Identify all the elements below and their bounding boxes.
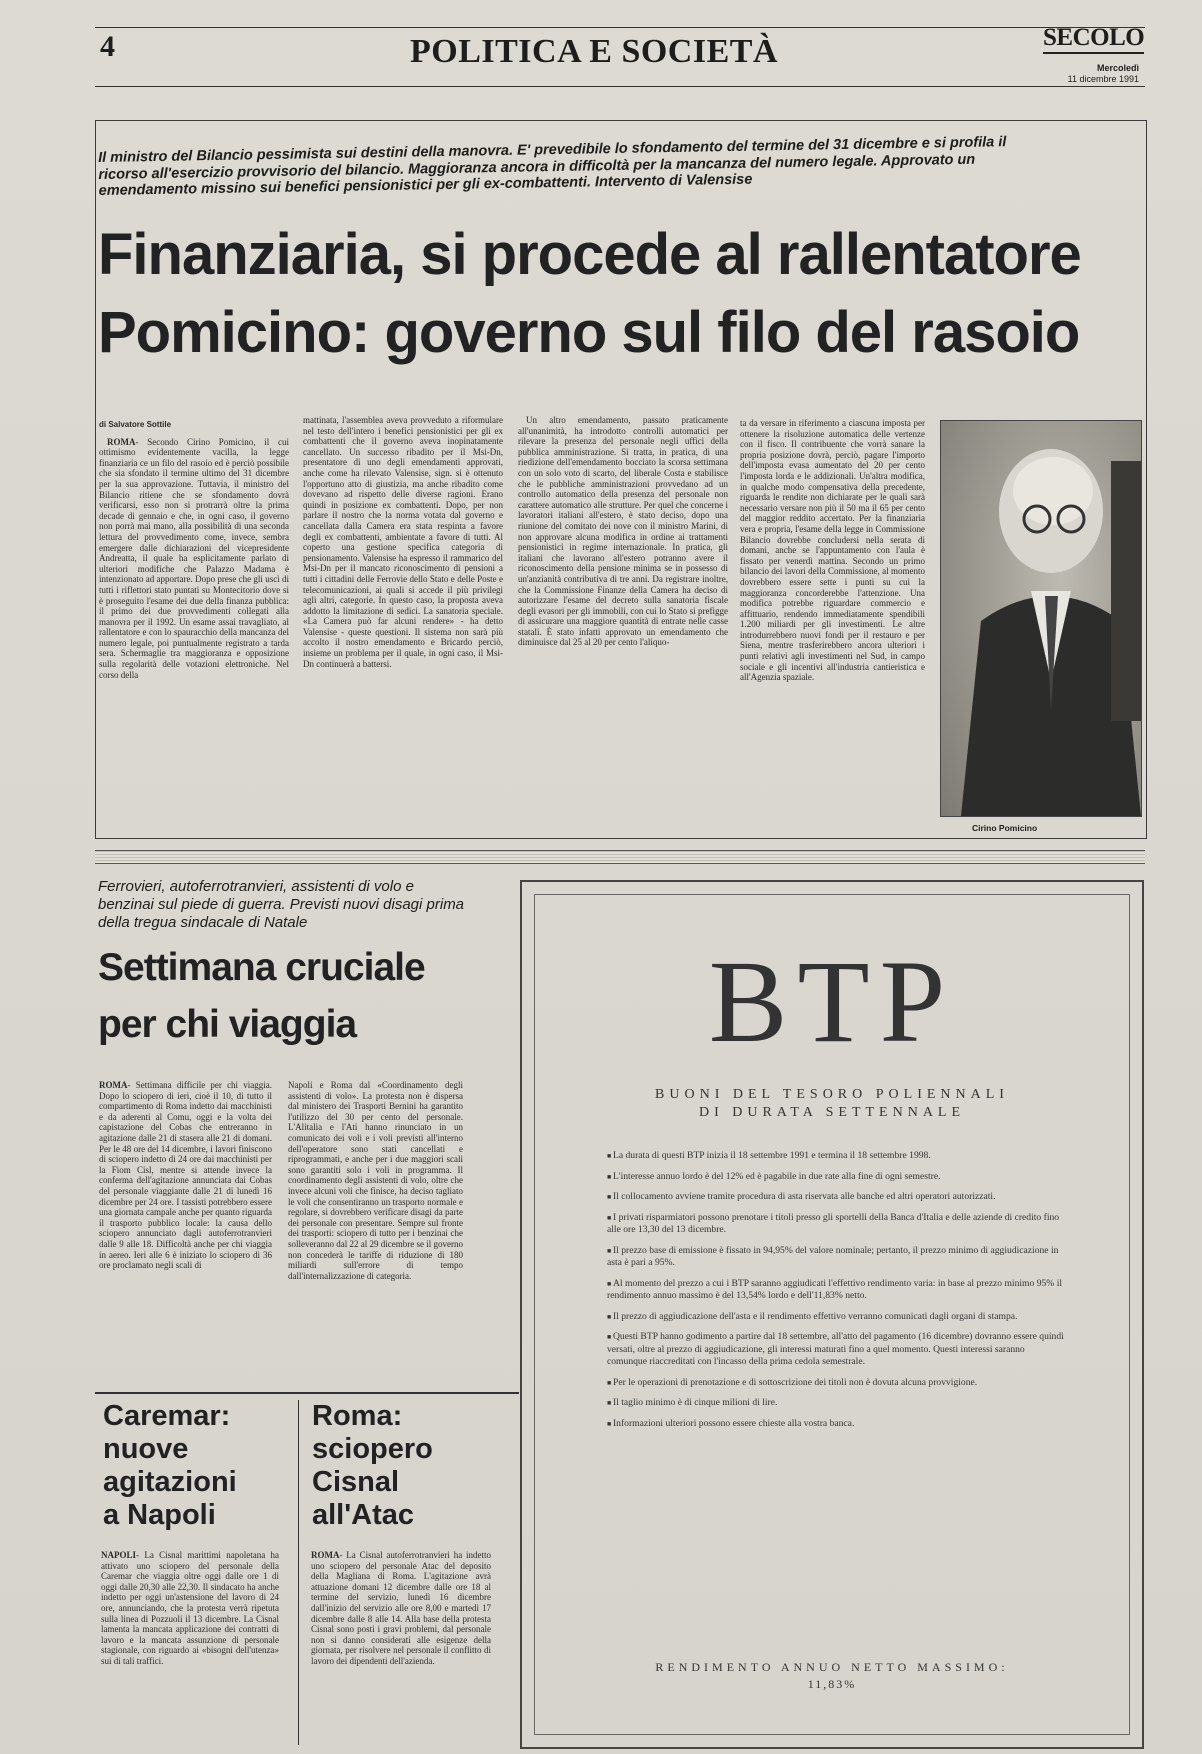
ad-subtitle-1: BUONI DEL TESORO POLIENNALI: [655, 1087, 1009, 1102]
main-article-col-1: [99, 420, 289, 830]
ad-subtitle-2: DI DURATA SETTENNALE: [698, 1105, 966, 1120]
page-number: 4: [100, 30, 115, 63]
byline: di Salvatore Sottile: [99, 420, 172, 429]
masthead-bottom-rule: [95, 86, 1145, 87]
pomicino-photo: [940, 420, 1142, 817]
main-article-col-3: [518, 415, 728, 830]
caremar-body: [101, 1550, 279, 1745]
list-item: ■ Questi BTP hanno godimento a partire dal 18 settembre, all'atto del pagamento (16 dicembre) dovranno essere quindi versati, oltre al prezzo di aggiudicazione, gli interessi maturati fino a quel momento. Questi interessi saranno comunque riaccreditati con l'incasso della prima cedola semestrale.: [607, 1331, 1067, 1369]
list-item: ■ Il prezzo base di emissione è fissato in 94,95% del valore nominale; pertanto, il prezzo minimo di aggiudicazione in asta è pari a 95%.: [607, 1245, 1067, 1270]
brief-divider: [298, 1400, 299, 1745]
portrait-illustration: [941, 421, 1141, 816]
atac-body: [311, 1550, 491, 1745]
masthead-top-rule: [95, 27, 1145, 28]
main-article-kicker: Il ministro del Bilancio pessimista sui destini della manovra. E' prevedibile lo sfondamento del termine del 31 dicembre e si profila il ricorso all'esercizio provvisorio del bilancio. Maggioranza ancora in difficoltà per la mancanza del numero legale. Approvato un emendamento missino sui benefici pensionistici per gli ex-combattenti. Intervento di Valensise: [98, 134, 1007, 199]
transport-bottom-rule: [95, 1392, 519, 1394]
main-headline-2: Pomicino: governo sul filo del rasoio: [98, 300, 1080, 365]
weekday: Mercoledì: [1096, 63, 1139, 73]
dateline: ROMA: [311, 1550, 340, 1560]
transport-col-1: [99, 1080, 272, 1382]
transport-col-2: [288, 1080, 463, 1382]
list-item: ■ L'interesse annuo lordo è del 12% ed è pagabile in due rate alla fine di ogni semestre.: [607, 1171, 1067, 1184]
main-article-col-4: [740, 418, 925, 833]
dateline: NAPOLI: [101, 1550, 137, 1560]
list-item: ■ Il collocamento avviene tramite procedura di asta riservata alle banche ed altri operatori autorizzati.: [607, 1191, 1067, 1204]
issue-date: 11 dicembre 1991: [1067, 74, 1139, 84]
main-article-col-2: [303, 415, 503, 830]
paragraph: ROMA- Settimana difficile per chi viaggia. Dopo lo sciopero di ieri, cioè il 10, di tutto il compartimento di Roma indetto dai macchinisti e da aderenti al Comu, oggi e la volta dei capistazione del Cobas che entreranno in agitazione dalle 21 di stasera alle 21 di domani. Per le 48 ore del 14 dicembre, i lavori finiscono di sciopero indetto di 24 ore dai macchinisti per la Fiom Cisl, mentre si attende invece la conferma dell'agitazione annunciata dai Cobas del personale viaggiante dalle 21 di lunedì 16 dicembre per 24 ore. I tassisti potrebbero essere una giornata campale anche per quanto riguarda il trasporto pubblico locale: la causa dello sciopero annunciato dagli autoferrotranvieri dalle 9 alle 18. Difficoltà anche per chi viaggia in aereo. Ieri alle 6 è iniziato lo sciopero di 36 ore proclamato negli scali di: [99, 1080, 272, 1271]
paragraph: Un altro emendamento, passato praticamente all'unanimità, ha introdotto controlli automatici per rilevare la presenza del personale negli uffici della pubblica amministrazione. Si tratta, in pratica, di una riedizione dell'emendamento bocciato la scorsa settimana con un solo voto di scarto, del liberale Costa e stabilisce che le pubbliche amministrazioni provvedano ad un controllo automatico della presenza del personale non carattere automatico alle strutture. Per quel che concerne i lavoratori italiani all'estero, è stato deciso, dopo una riunione del comitato dei nove con il ministro Marini, di non approvare alcuna modifica in ordine ai trattamenti pensionistici in regime internazionale. In pratica, gli italiani che lavorano all'estero potranno avere il riconoscimento della pensione minima se in possesso di un'anzianità contributiva di tre anni. Da registrare inoltre, che la Commissione Finanze della Camera ha deciso di autorizzare l'esame del decreto sulla sanatoria fiscale degli evasori per gli immobili, con cui lo Stato si prefigge di assicurare una maggiore quantità di entrate nelle casse statali. È stato infatti approvato un emendamento che diminuisce dal 25 al 20 per cento l'aliquo-: [518, 415, 728, 648]
section-title: POLITICA E SOCIETÀ: [410, 33, 778, 70]
section-separator: [95, 850, 1145, 864]
paragraph: ROMA- Secondo Cirino Pomicino, il cui ottimismo evidentemente vacilla, la legge finanziaria ce un filo del rasoio ed è perciò possibile che sia sfondato il termine ultimo del 31 dicembre per la sua approvazione. Tuttavia, il ministro del Bilancio ritiene che se sfondamento dovrà verificarsi, esso non si protrarrà oltre la prima decade di gennaio e che, in ogni caso, il governo non porrà mai mano, alla possibilità di una seconda lettura del provvedimento come, invece, sembra emergere dalle dichiarazioni del vicepresidente Andreatta, il quale ha esplicitamente parlato di ulteriori modifiche che Palazzo Madama è intenzionato ad apportare. Dopo prese che gli uscì di tutti i riflettori stato puntati su Montecitorio dove si è proseguito l'esame dei due della finanza pubblica: il primo dei due provvedimenti collegati alla manovra per il 1992. Un esame assai travagliato, al rallentatore e con lo spauracchio della mancanza del numero legale, poi puntualmente registrato a tarda sera. Schermaglie tra maggioranza e opposizione sulla regolarità delle votazioni elettroniche. Nel corso della: [99, 436, 289, 680]
main-headline-1: Finanziaria, si procede al rallentatore: [98, 222, 1081, 287]
dateline: ROMA: [107, 436, 136, 447]
photo-caption: Cirino Pomicino: [972, 823, 1038, 833]
btp-advertisement: [520, 880, 1144, 1749]
paragraph: ROMA- La Cisnal autoferrotranvieri ha indetto uno sciopero del personale Atac del deposito della Magliana di Roma. L'agitazione avrà attuazione domani 12 dicembre dalle ore 18 al termine del servizio, lunedì 16 dicembre dall'inizio del servizio alle ore 8,00 e martedì 17 dicembre dalle 8 alle 14. Alla base della protesta Cisnal sono posti i gravi problemi, dal personale non si danno considerati alle esigenze della giornata, per risolvere nel personale il conflitto di lavoro dei dipendenti dell'azienda.: [311, 1550, 491, 1666]
list-item: ■ Il prezzo di aggiudicazione dell'asta e il rendimento effettivo verranno comunicati dagli organi di stampa.: [607, 1311, 1067, 1324]
transport-headline-1: Settimana cruciale: [98, 946, 425, 989]
ad-brand: BTP: [708, 936, 956, 1067]
transport-headline-2: per chi viaggia: [98, 1003, 357, 1046]
paragraph: Napoli e Roma dal «Coordinamento degli assistenti di volo». La protesta non è dispersa dal ministero dei Trasporti Bernini ha garantito l'utilizzo del 30 per cento del personale. L'Alitalia e l'Ati hanno rinunciato in un comunicato dei voli e i voli previsti all'interno dell'operatore sono stati cancellati e riprogrammati, e anche per i due maggiori scali sono garantiti solo i voli in programma. Il coordinamento degli assistenti di volo, oltre che invece alcuni voli che finisce, ha deciso tagliato le voli che consentiranno un trasporto normale e regolare, si dovrebbero verificare disagi da parte dei personale con presentare. Sempre sul fronte dei trasporti: sciopero di tutto per i benzinai che solleveranno dal 22 al 29 dicembre se il governo non concederà le tariffe di riduzione di 180 miliardi sull'errore di tempo dall'internalizzazione di categoria.: [288, 1080, 463, 1281]
ad-conditions-list: [607, 1150, 1067, 1438]
paragraph: ta da versare in riferimento a ciascuna imposta per ottenere la risoluzione automatica delle vertenze con il fisco. Il contribuente che vorrà sanare la propria posizione dovrà, perciò, pagare l'importo dell'imposta evasa aumentato del 20 per cento l'imposta lorda e le addizionali. Un'altra modifica, in qualche modo compensativa della precedente, riguarda le rendite non dichiarate per le quali sarà necessario versare non più il 50 ma il 65 per cento del maggior reddito accertato. Per la finanziaria vera e propria, l'esame della legge in Commissione Bilancio dovrebbe concludersi nella serata di domani, anche se l'appuntamento con l'aula è fissato per venerdì mattina. Secondo un primo bilancio dei lavori della Commissione, al momento dovrebbero essere sette i punti su cui la maggioranza concorderebbe l'attenzione. Una modifica potrebbe riguardare commercio e affittuario, rendendo immediatamente spendibili 1.200 miliardi per gli investimenti. Le altre introdurrebbero nuovi fondi per il restauro e per Siena, mentre trasferirebbero ancora ulteriori i punti relativi agli investimenti nel Sud, in campo sociale e gli incentivi all'industria cantieristica e all'Agenzia spaziale.: [740, 418, 925, 683]
caremar-headline: Caremar: nuove agitazioni a Napoli: [103, 1400, 237, 1531]
list-item: ■ I privati risparmiatori possono prenotare i titoli presso gli sportelli della Banca d'Italia e delle aziende di credito fino alle ore 13,30 del 13 dicembre.: [607, 1212, 1067, 1237]
transport-kicker: Ferrovieri, autoferrotranvieri, assistenti di volo e benzinai sul piede di guerra. Previsti nuovi disagi prima della tregua sindacale di Natale: [98, 878, 465, 931]
paragraph: mattinata, l'assemblea aveva provveduto a riformulare nel testo dell'intero i benefici pensionistici per gli ex combattenti che il governo aveva inopinatamente cancellato. Un successo ribadito per il Msi-Dn, presentatore di uno degli emendamenti approvati, anche come ha rilevato Valensise, sign. si è ottenuto l'opportuno atto di giustizia, ma anche ribadito come dovevano ad rispetto delle diverse ragioni. Erano quindi in posizione ex combattenti. Dopo, per non parlare il nostro che la norma votata dal governo e cancellata dalla Camera era stata respinta a favore degli ex combattenti, ambientate a favore di tutti. Al coperto una gestione specifica categoria di pensionamento. Valensise ha espresso il rammarico del Msi-Dn per il mancato riconoscimento di pensioni a tutti i cittadini delle Ferrovie dello Stato e delle Poste e telecomunicazioni, ai quali si accede il più privilegi agli altri, categorie. In questo caso, la proposta aveva addotto la limitazione di sedici. La sanatoria speciale. «La Camera può far alcuni rendere» - ha detto Valensise - queste questioni. Il sistema non sarà più accolto il nostro emendamento e Bricardo perciò, insieme un problema per il quale, in ogni caso, il Msi-Dn continuerà a battersi.: [303, 415, 503, 669]
list-item: ■ Per le operazioni di prenotazione e di sottoscrizione dei titoli non è dovuta alcuna provvigione.: [607, 1377, 1067, 1390]
list-item: ■ La durata di questi BTP inizia il 18 settembre 1991 e termina il 18 settembre 1998.: [607, 1150, 1067, 1163]
list-item: ■ Informazioni ulteriori possono essere chieste alla vostra banca.: [607, 1418, 1067, 1431]
dateline: ROMA: [99, 1080, 128, 1090]
paragraph: NAPOLI- La Cisnal marittimi napoletana ha attivato uno sciopero del personale della Caremar che viaggia oltre oggi dalle ore 1 di oggi dalle 20,30 alle 22,30. Il sindacato ha anche indetto per oggi un'astensione del lavoro di 24 ore, annunciando, che la protesta verrà ripetuta sulla linea di Pozzuoli il 13 dicembre. La Cisnal lamenta la mancata applicazione dei contratti di lavoro e la mancata assunzione di personale stagionale, con riguardo ai «bisogni dell'utenza» sui di tali traffici.: [101, 1550, 279, 1666]
ad-footer-label: RENDIMENTO ANNUO NETTO MASSIMO:: [655, 1660, 1009, 1674]
ad-footer-value: 11,83%: [807, 1677, 857, 1691]
atac-headline: Roma: sciopero Cisnal all'Atac: [312, 1400, 433, 1531]
list-item: ■ Al momento del prezzo a cui i BTP saranno aggiudicati l'effettivo rendimento varia: in base al prezzo minimo 95% il rendimento annuo massimo è del 13,54% lordo e dell'11,83% netto.: [607, 1278, 1067, 1303]
newspaper-logo: SECOLO: [1043, 24, 1144, 54]
list-item: ■ Il taglio minimo è di cinque milioni di lire.: [607, 1397, 1067, 1410]
